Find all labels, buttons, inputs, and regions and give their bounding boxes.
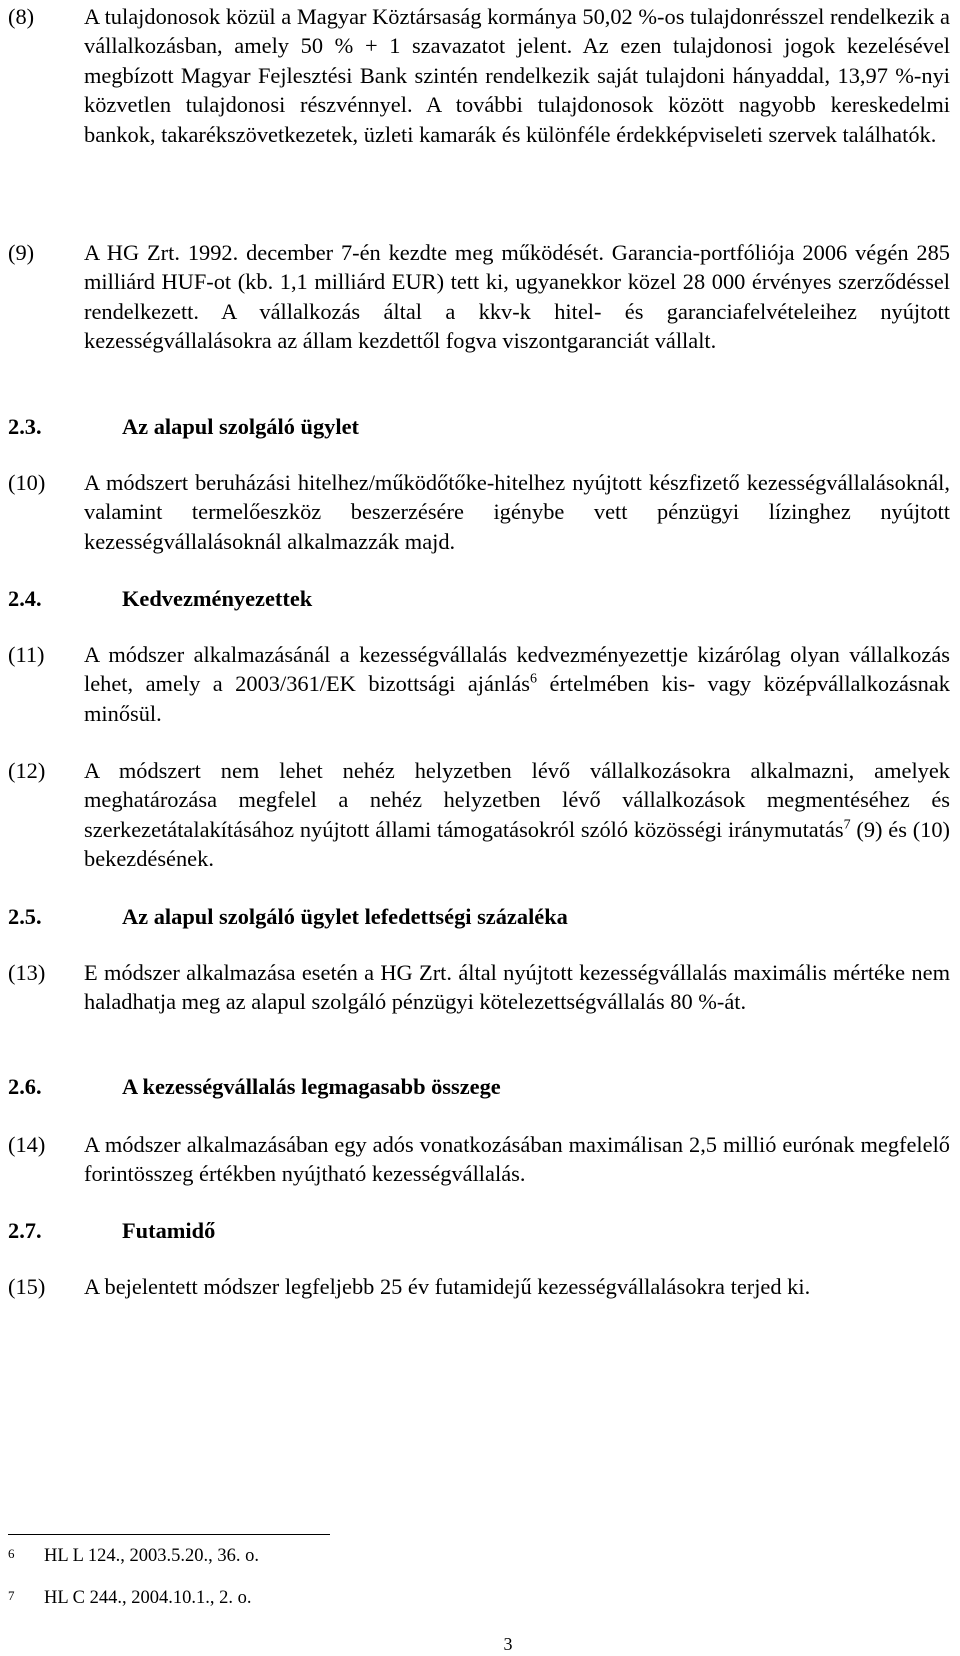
paragraph-10 xyxy=(8,468,950,556)
paragraph-text xyxy=(84,756,950,874)
paragraph-text-start: A módszert nem lehet nehéz helyzetben lévő vállalkozásokra alkalmazni, amelyek meghatározása megfelel a nehéz helyzetben lévő vállalkozások megmentéséhez és szerkezetátalakításához nyújtott állami támogatásokról szóló közösségi iránymutatás xyxy=(84,758,950,842)
footnote-7 xyxy=(8,1584,608,1610)
paragraph-13 xyxy=(8,958,950,1017)
paragraph-text: A módszer alkalmazásában egy adós vonatkozásában maximálisan 2,5 millió eurónak megfelelő forintösszeg értékben nyújtható kezességvállalás. xyxy=(84,1132,950,1187)
footnote-reference-7: 7 xyxy=(843,817,851,833)
heading-number: 2.7. xyxy=(8,1218,42,1243)
paragraph-9 xyxy=(8,238,950,356)
heading-number: 2.6. xyxy=(8,1074,42,1099)
paragraph-text-start: A módszer alkalmazásánál a kezességvállalás kedvezményezettje kizárólag olyan vállalkozás lehet, amely a 2003/361/EK bizottsági ajánlás xyxy=(84,642,950,697)
paragraph-text-end: értelmében kis- vagy középvállalkozásnak minősül. xyxy=(84,671,951,726)
paragraph-text-end: (9) és (10) bekezdésének. xyxy=(84,816,950,872)
section-heading-2-4 xyxy=(8,584,950,613)
paragraph-text: A bejelentett módszer legfeljebb 25 év futamidejű kezességvállalásokra terjed ki. xyxy=(84,1274,811,1299)
paragraph-text xyxy=(84,640,950,728)
paragraph-14 xyxy=(8,1130,950,1189)
paragraph-8 xyxy=(8,2,950,149)
section-heading-2-3 xyxy=(8,412,950,441)
paragraph-number: (8) xyxy=(8,4,35,29)
paragraph-number: (14) xyxy=(8,1132,46,1157)
section-heading-2-5 xyxy=(8,902,950,931)
paragraph-12 xyxy=(8,756,950,874)
paragraph-number: (12) xyxy=(8,758,46,783)
heading-title: Az alapul szolgáló ügylet xyxy=(122,414,359,439)
footnote-separator xyxy=(8,1534,330,1535)
paragraph-15 xyxy=(8,1272,950,1301)
paragraph-text: A tulajdonosok közül a Magyar Köztársaság kormánya 50,02 %-os tulajdonrésszel rendelkezik a vállalkozásban, amely 50 % + 1 szavazatot jelent. Az ezen tulajdonosi jogok kezelésével megbízott Magyar Fejlesztési Bank szintén rendelkezik saját tulajdoni hányaddal, 13,97 %-nyi közvetlen tulajdonosi részvénnyel. A további tulajdonosok között nagyobb kereskedelmi bankok, takarékszövetkezetek, üzleti kamarák és különféle érdekképviseleti szervek találhatók. xyxy=(84,4,950,147)
page-number: 3 xyxy=(503,1634,513,1654)
paragraph-text: A HG Zrt. 1992. december 7-én kezdte meg működését. Garancia-portfóliója 2006 végén 285 milliárd HUF-ot (kb. 1,1 milliárd EUR) tett ki, ugyanekkor közel 28 000 érvényes szerződéssel rendelkezett. A vállalkozás által a kkv-k hitel- és garanciafelvételeihez nyújtott kezességvállalásokra az állam kezdettől fogva viszontgaranciát vállalt. xyxy=(84,240,950,354)
paragraph-number: (13) xyxy=(8,960,46,985)
paragraph-11 xyxy=(8,640,950,728)
paragraph-number: (11) xyxy=(8,642,45,667)
paragraph-number: (10) xyxy=(8,470,46,495)
section-heading-2-7 xyxy=(8,1216,950,1245)
paragraph-text: E módszer alkalmazása esetén a HG Zrt. által nyújtott kezességvállalás maximális mértéke nem haladhatja meg az alapul szolgáló pénzügyi kötelezettségvállalás 80 %-át. xyxy=(84,960,950,1015)
paragraph-text: A módszert beruházási hitelhez/működőtőke-hitelhez nyújtott készfizető kezességvállalásoknál, valamint termelőeszköz beszerzésére igénybe vett pénzügyi lízinghez nyújtott kezességvállalásoknál alkalmazzák majd. xyxy=(84,470,950,554)
heading-title: Kedvezményezettek xyxy=(122,586,313,611)
paragraph-number: (15) xyxy=(8,1274,46,1299)
heading-title: A kezességvállalás legmagasabb összege xyxy=(122,1074,501,1099)
heading-title: Az alapul szolgáló ügylet lefedettségi százaléka xyxy=(122,904,568,929)
heading-number: 2.4. xyxy=(8,586,42,611)
footnote-reference-6: 6 xyxy=(530,671,538,687)
heading-number: 2.5. xyxy=(8,904,42,929)
section-heading-2-6 xyxy=(8,1072,950,1101)
footnote-text: HL L 124., 2003.5.20., 36. o. xyxy=(44,1546,259,1566)
paragraph-number: (9) xyxy=(8,240,35,265)
heading-number: 2.3. xyxy=(8,414,42,439)
heading-title: Futamidő xyxy=(122,1218,216,1243)
footnote-text: HL C 244., 2004.10.1., 2. o. xyxy=(44,1588,252,1608)
footnote-number: 6 xyxy=(8,1546,15,1561)
footnote-number: 7 xyxy=(8,1588,15,1603)
footnote-6 xyxy=(8,1542,608,1568)
